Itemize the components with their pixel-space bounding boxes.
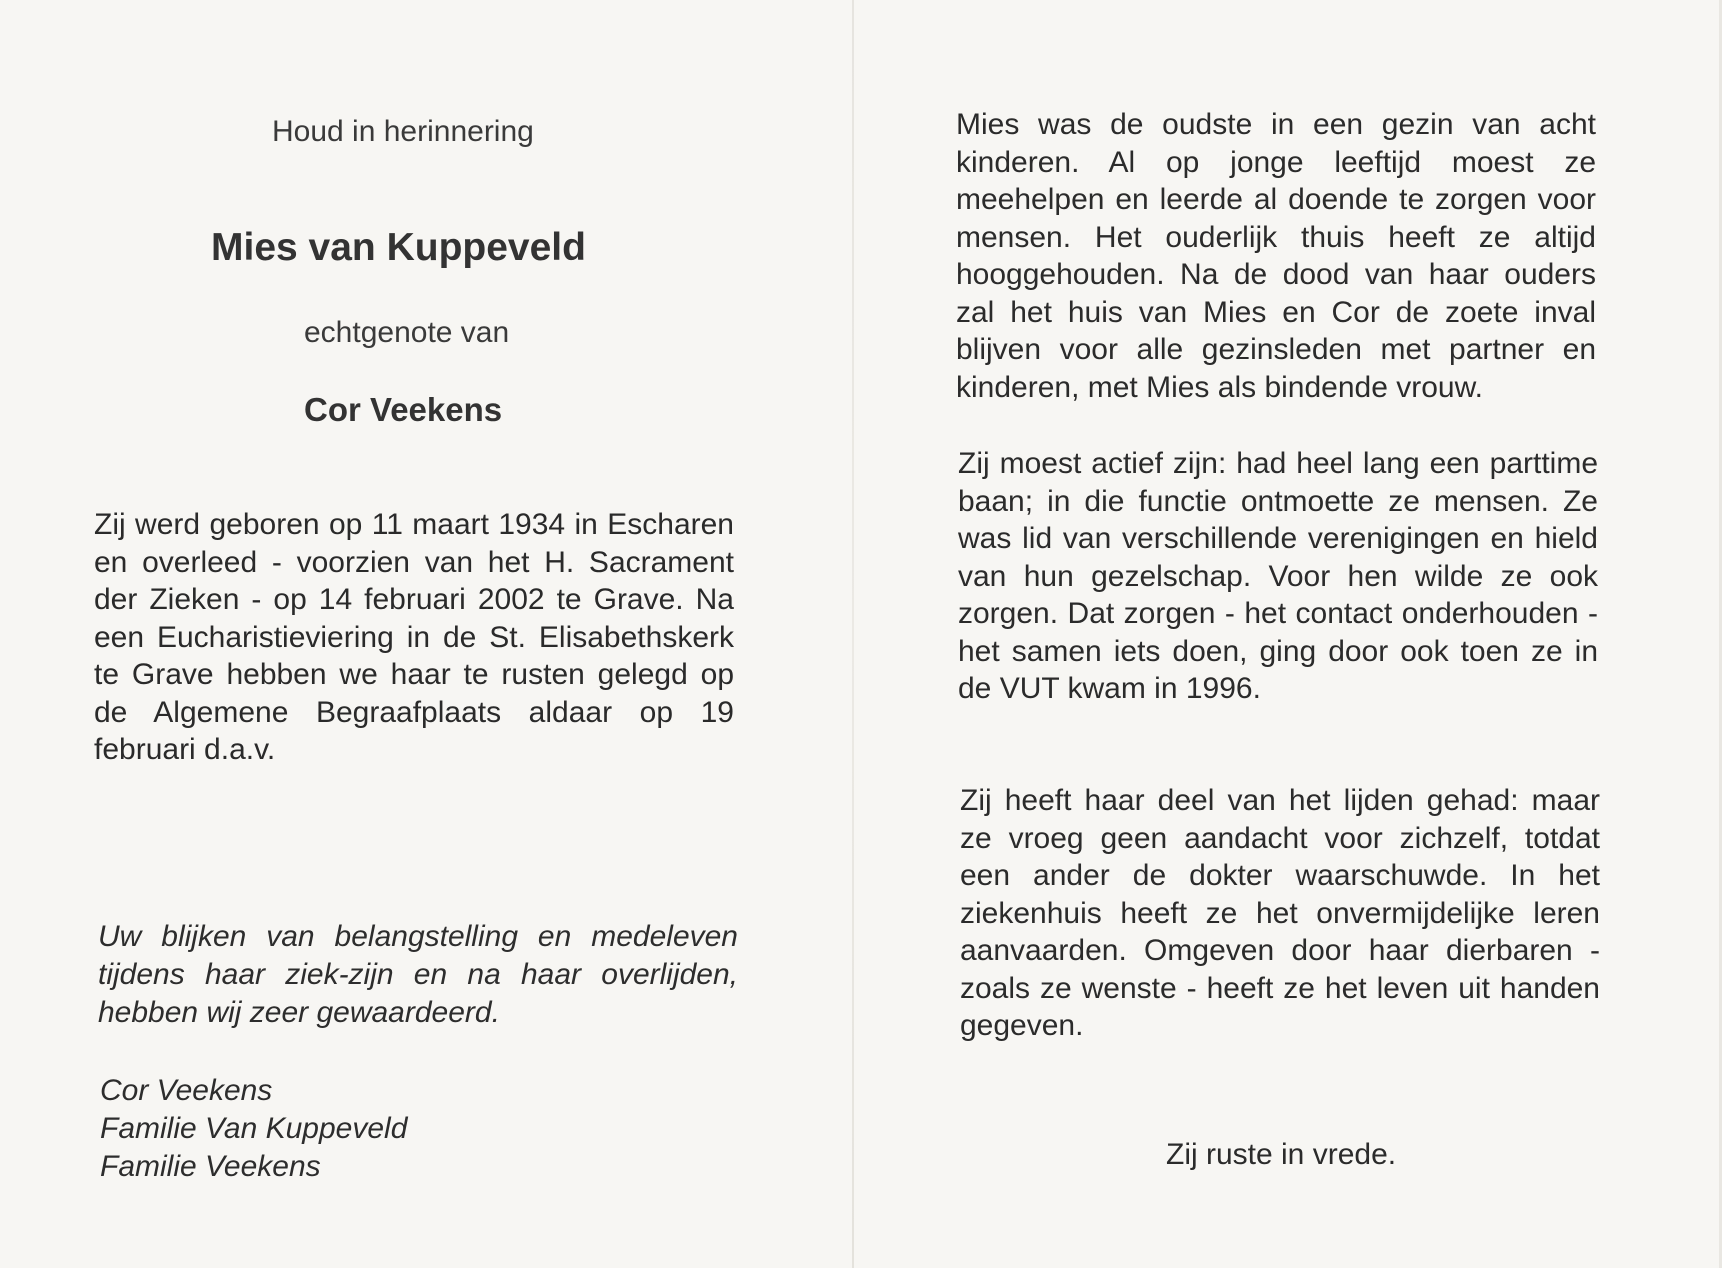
closing-blessing: Zij ruste in vrede. — [1166, 1138, 1397, 1171]
relation-text: echtgenote van — [304, 316, 510, 349]
biography-text: Zij werd geboren op 11 maart 1934 in Escharen en overleed - voorzien van het H. Sacrament der Zieken - op 14 februari 2002 te Grave. Na een Eucharistieviering in de St. Elisabethskerk te Grave hebben we haar te rusten gelegd op de Algemene Begraafplaats aldaar op 19 februari d.a.v. — [94, 508, 734, 766]
left-panel — [0, 0, 852, 1268]
deceased-name: Mies van Kuppeveld — [211, 226, 586, 269]
thanks-text: Uw blijken van belangstelling en medeleven tijdens haar ziek-zijn en na haar overlijden, hebben wij zeer gewaardeerd. — [98, 920, 738, 1029]
fold-line — [852, 0, 854, 1268]
life-paragraph-3: Zij heeft haar deel van het lijden gehad: maar ze vroeg geen aandacht voor zichzelf, totdat een ander de dokter waarschuwde. In het ziekenhuis heeft ze het onvermijdelijke leren aanvaarden. Omgeven door haar dierbaren - zoals ze wenste - heeft ze het leven uit handen gegeven. — [960, 784, 1600, 1042]
right-panel — [856, 0, 1722, 1268]
spouse-name: Cor Veekens — [304, 391, 503, 428]
signer: Cor Veekens — [100, 1074, 273, 1107]
signer: Familie Veekens — [100, 1150, 321, 1183]
intro-text: Houd in herinnering — [272, 115, 534, 148]
life-paragraph-2: Zij moest actief zijn: had heel lang een parttime baan; in die functie ontmoette ze mensen. Ze was lid van verschillende verenigingen en hield van hun gezelschap. Voor hen wilde ze ook zorgen. Dat zorgen - het contact onderhouden - het samen iets doen, ging door ook toen ze in de VUT kwam in 1996. — [958, 447, 1598, 705]
signers-list — [100, 1072, 407, 1186]
signer: Familie Van Kuppeveld — [100, 1112, 408, 1145]
life-paragraph-1: Mies was de oudste in een gezin van acht kinderen. Al op jonge leeftijd moest ze meehelpen en leerde al doende te zorgen voor mensen. Het ouderlijk thuis heeft ze altijd hooggehouden. Na de dood van haar ouders zal het huis van Mies en Cor de zoete inval blijven voor alle gezinsleden met partner en kinderen, met Mies als bindende vrouw. — [956, 108, 1596, 404]
